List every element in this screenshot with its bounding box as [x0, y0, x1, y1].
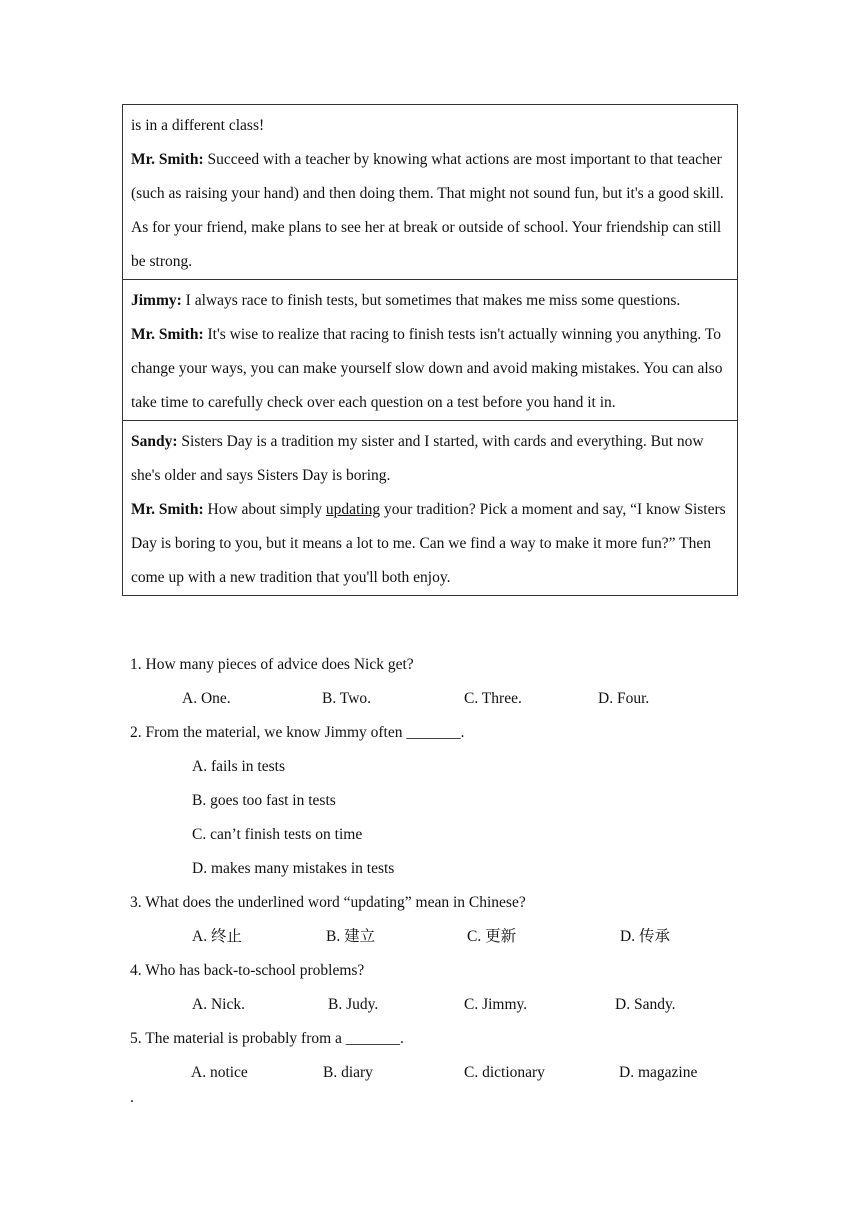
speaker-name: Mr. Smith: — [131, 326, 204, 343]
option-b: B. Two. — [322, 690, 372, 707]
option-c: C. Jimmy. — [464, 996, 528, 1013]
option-a: A. fails in tests — [192, 758, 285, 775]
dialog-text: It's wise to realize that racing to finish tests isn't actually winning you anything. To change your ways, you can make yourself slow down and avoid making mistakes. You can also take time to carefully check over each question on a test before you hand it in. — [131, 326, 723, 411]
dialog-text: your tradition? Pick a moment and say, “I know Sisters Day is boring to you, but it means a lot to me. Can we find a way to make it more fun?” Then come up with a new tradition that you'll both enjoy. — [131, 501, 726, 586]
dialog-line — [131, 109, 729, 143]
question-stem: 5. The material is probably from a _______. — [130, 1030, 404, 1047]
option-row — [130, 920, 750, 954]
speaker-name: Mr. Smith: — [131, 151, 204, 168]
dialog-text: How about simply — [203, 501, 326, 518]
option-d: D. makes many mistakes in tests — [192, 860, 395, 877]
dialog-cell — [123, 421, 738, 596]
speaker-name: Sandy: — [131, 433, 178, 450]
option-d: D. Sandy. — [615, 996, 676, 1013]
option-row — [130, 1056, 750, 1090]
dialog-line — [131, 284, 729, 318]
option-c: C. 更新 — [467, 928, 517, 945]
dialog-row-nick — [123, 105, 738, 280]
question-list — [130, 648, 750, 1090]
option-row — [130, 988, 750, 1022]
speaker-name: Mr. Smith: — [131, 501, 204, 518]
dialog-row-jimmy — [123, 280, 738, 421]
dialog-text: I always race to finish tests, but sometimes that makes me miss some questions. — [181, 292, 681, 309]
option-c: C. can’t finish tests on time — [192, 826, 363, 843]
question-stem: 1. How many pieces of advice does Nick get? — [130, 656, 414, 673]
dialog-text: Sisters Day is a tradition my sister and I started, with cards and everything. But now she's older and says Sisters Day is boring. — [131, 433, 704, 484]
option-b: B. 建立 — [326, 928, 376, 945]
underlined-word: updating — [325, 501, 381, 518]
option-b: B. diary — [323, 1064, 373, 1081]
option-a: A. One. — [182, 690, 231, 707]
option-d: D. magazine — [619, 1064, 698, 1081]
dialog-row-sandy — [123, 421, 738, 596]
question-stem: 3. What does the underlined word “updating” mean in Chinese? — [130, 894, 526, 911]
question-stem: 4. Who has back-to-school problems? — [130, 962, 365, 979]
dialog-text: Succeed with a teacher by knowing what actions are most important to that teacher (such as raising your hand) and then doing them. That might not sound fun, but it's a good skill. As for your friend, make plans to see her at break or outside of school. Your friendship can still be strong. — [131, 151, 724, 270]
footer-mark: . — [130, 1089, 134, 1106]
advice-dialog-table — [122, 104, 738, 596]
option-c: C. dictionary — [464, 1064, 545, 1081]
option-d: D. 传承 — [620, 928, 670, 945]
dialog-line — [131, 425, 729, 493]
dialog-cell — [123, 280, 738, 421]
dialog-line — [131, 493, 729, 595]
question-stem: 2. From the material, we know Jimmy often _______. — [130, 724, 465, 741]
option-a: A. 终止 — [192, 928, 242, 945]
option-b: B. Judy. — [328, 996, 379, 1013]
option-c: C. Three. — [464, 690, 522, 707]
dialog-line — [131, 143, 729, 279]
dialog-cell — [123, 105, 738, 280]
option-row — [130, 682, 750, 716]
option-b: B. goes too fast in tests — [192, 792, 336, 809]
option-d: D. Four. — [598, 690, 650, 707]
option-a: A. Nick. — [192, 996, 245, 1013]
speaker-name: Jimmy: — [131, 292, 182, 309]
option-a: A. notice — [191, 1064, 248, 1081]
dialog-text: is in a different class! — [131, 117, 265, 134]
dialog-line — [131, 318, 729, 420]
